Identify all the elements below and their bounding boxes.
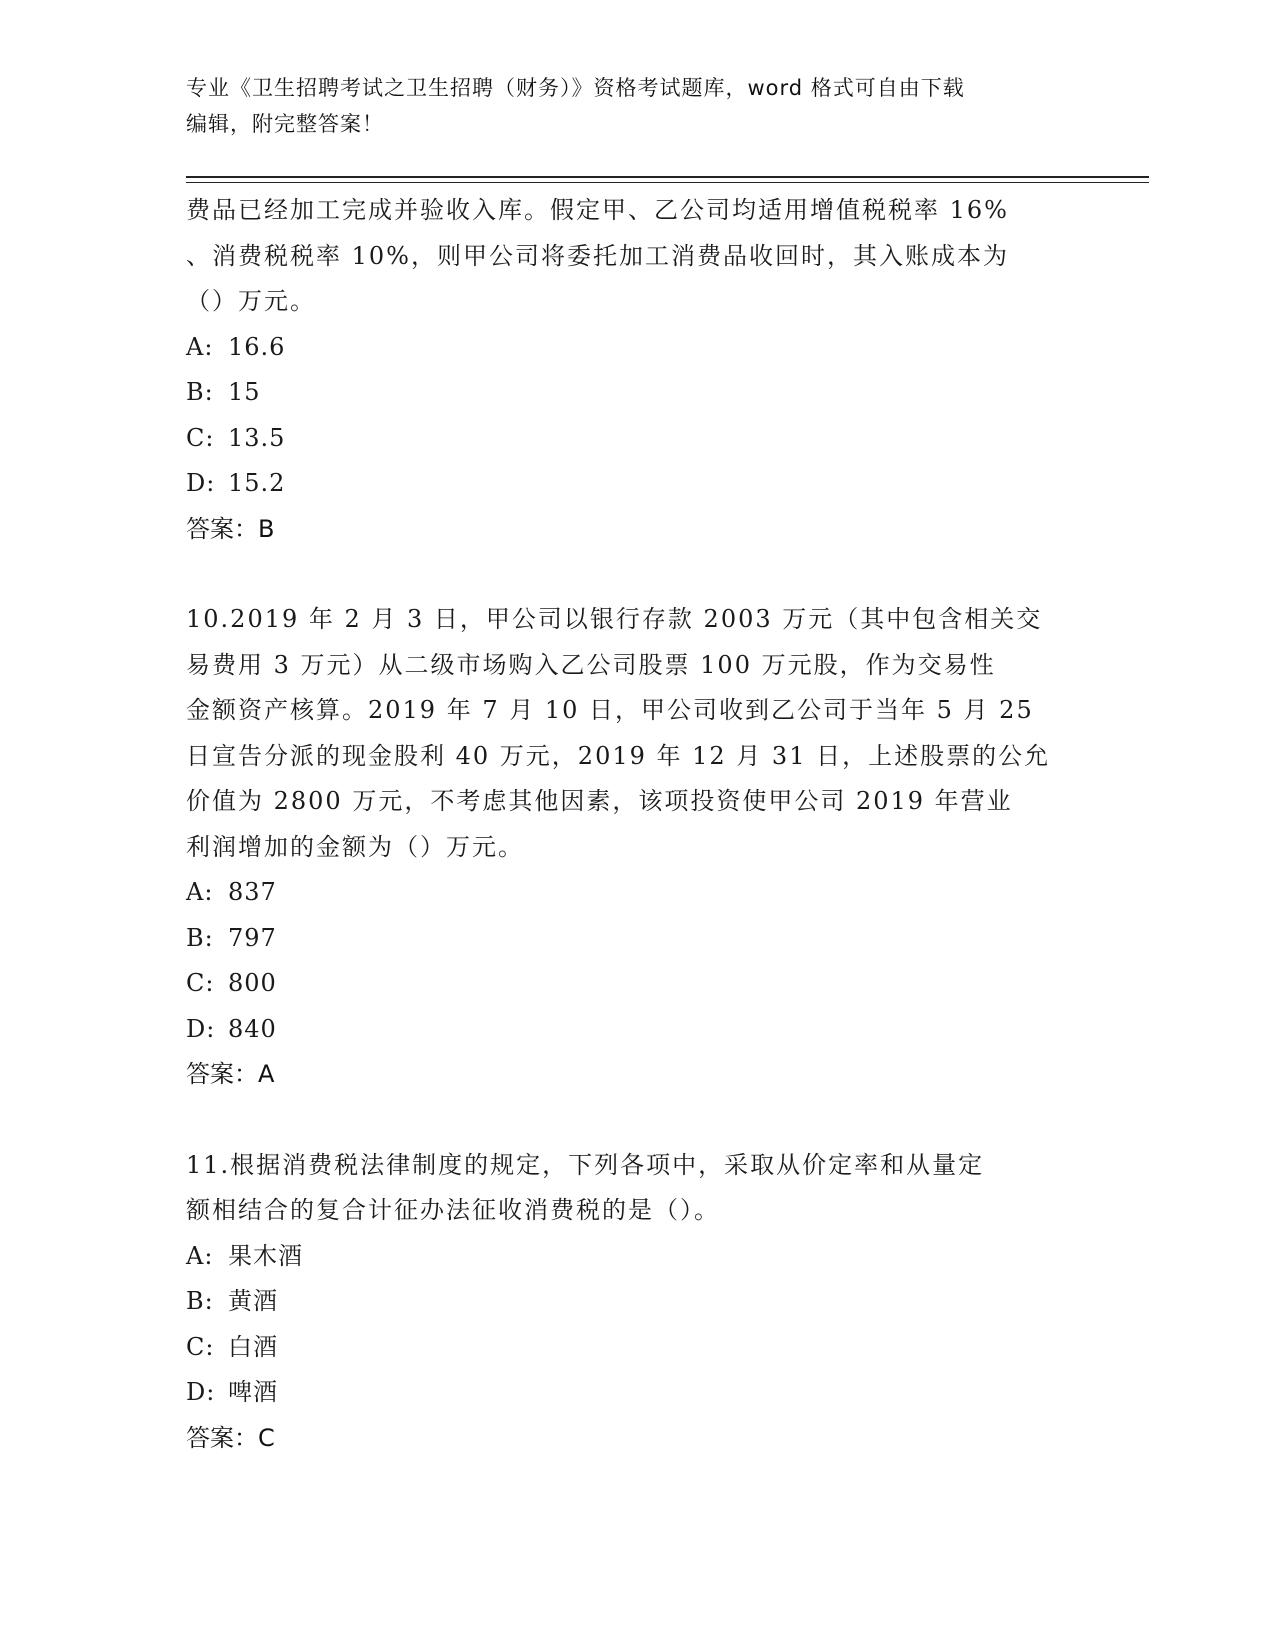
question-list — [186, 188, 1086, 1506]
option-text: 果木酒 — [228, 1241, 303, 1270]
option-a — [186, 325, 1086, 371]
question-stem-line: 金额资产核算。2019 年 7 月 10 日，甲公司收到乙公司于当年 5 月 25 — [186, 696, 1034, 724]
option-d — [186, 461, 1086, 507]
option-c — [186, 1325, 1086, 1371]
header-line: 编辑，附完整答案！ — [186, 112, 384, 136]
option-text: 黄酒 — [228, 1287, 278, 1315]
question-stem-line: （）万元。 — [186, 287, 316, 315]
option-b — [186, 370, 1086, 416]
question-stem-line: 费品已经加工完成并验收入库。假定甲、乙公司均适用增值税税率 16% — [186, 196, 1009, 224]
option-label: D: — [186, 469, 216, 497]
option-label: D: — [186, 1378, 216, 1406]
option-label: B: — [186, 923, 214, 952]
question-stem-line: 易费用 3 万元）从二级市场购入乙公司股票 100 万元股，作为交易性 — [186, 650, 996, 679]
option-c — [186, 961, 1086, 1007]
option-text: 16.6 — [228, 332, 286, 361]
header-line: 专业《卫生招聘考试之卫生招聘（财务）》资格考试题库，word 格式可自由下载 — [186, 76, 965, 100]
header-divider — [186, 176, 1149, 178]
answer-line: 答案：B — [186, 514, 275, 543]
question-item — [186, 188, 1086, 552]
option-d — [186, 1370, 1086, 1416]
question-stem-line: 10.2019 年 2 月 3 日，甲公司以银行存款 2003 万元（其中包含相关交 — [186, 605, 1043, 633]
option-text: 837 — [228, 878, 277, 906]
option-label: B: — [186, 1287, 214, 1315]
question-item — [186, 597, 1086, 1098]
option-b — [186, 916, 1086, 962]
question-stem-line: 日宣告分派的现金股利 40 万元，2019 年 12 月 31 日，上述股票的公允 — [186, 741, 1051, 770]
option-text: 啤酒 — [228, 1378, 278, 1406]
option-c — [186, 416, 1086, 462]
question-stem-line: 额相结合的复合计征办法征收消费税的是（）。 — [186, 1196, 720, 1224]
option-text: 白酒 — [228, 1332, 278, 1361]
option-label: A: — [186, 878, 214, 906]
option-label: C: — [186, 969, 215, 997]
option-text: 13.5 — [228, 423, 286, 452]
option-label: D: — [186, 1014, 216, 1043]
option-text: 15.2 — [228, 469, 286, 497]
question-stem-line: 11.根据消费税法律制度的规定，下列各项中，采取从价定率和从量定 — [186, 1150, 985, 1179]
option-a — [186, 1234, 1086, 1280]
option-d — [186, 1007, 1086, 1053]
option-text: 797 — [228, 923, 277, 952]
option-label: A: — [186, 332, 214, 361]
option-label: B: — [186, 378, 214, 406]
option-text: 15 — [228, 378, 261, 406]
question-stem-line: 利润增加的金额为（）万元。 — [186, 832, 524, 861]
option-text: 840 — [228, 1014, 277, 1043]
option-b — [186, 1279, 1086, 1325]
question-stem-line: 价值为 2800 万元，不考虑其他因素，该项投资使甲公司 2019 年营业 — [186, 787, 1013, 815]
option-label: A: — [186, 1241, 214, 1270]
question-item — [186, 1143, 1086, 1462]
option-a — [186, 870, 1086, 916]
option-label: C: — [186, 1332, 215, 1361]
option-label: C: — [186, 423, 215, 452]
option-text: 800 — [228, 969, 277, 997]
document-header — [186, 70, 1086, 142]
answer-line: 答案：C — [186, 1423, 275, 1452]
header-divider-thin — [186, 182, 1149, 183]
answer-line: 答案：A — [186, 1060, 275, 1088]
question-stem-line: 、消费税税率 10%，则甲公司将委托加工消费品收回时，其入账成本为 — [186, 241, 1009, 270]
